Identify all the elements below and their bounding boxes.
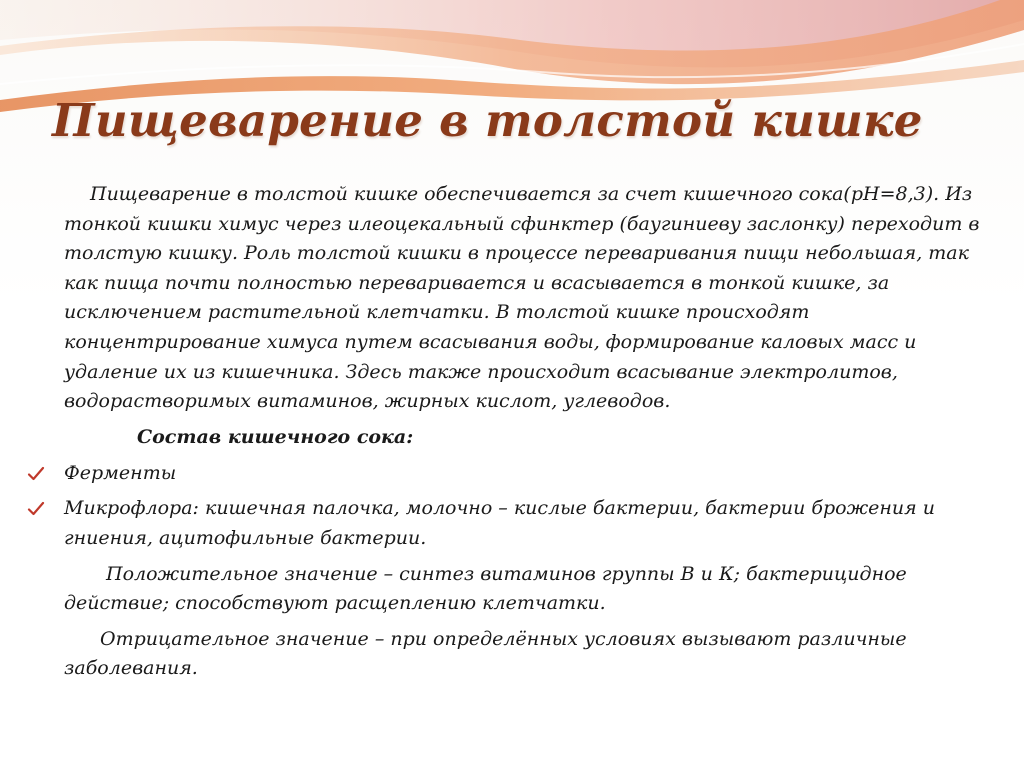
negative-paragraph: Отрицательное значение – при определённых условиях вызывают различные заболевания. <box>64 627 907 680</box>
slide-content <box>0 180 1024 684</box>
list-item <box>0 459 1024 489</box>
checkmark-icon <box>27 465 45 483</box>
slide-title: Пищеварение в толстой кишке <box>52 94 923 147</box>
composition-heading: Состав кишечного сока: <box>137 425 414 448</box>
checkmark-icon <box>27 500 45 518</box>
list-item-text: Ферменты <box>64 461 177 484</box>
list-item-text: Микрофлора: кишечная палочка, молочно – кислые бактерии, бактерии брожения и гниения, ацитофильные бактерии. <box>64 497 936 549</box>
intro-paragraph: Пищеварение в толстой кишке обеспечивается за счет кишечного сока(pH=8,3). Из тонкой кишки химус через илеоцекальный сфинктер (баугиниеву заслонку) переходит в толстую кишку. Роль толстой кишки в процессе переваривания пищи небольшая, так как пища почти полностью переваривается и всасывается в тонкой кишке, за исключением растительной клетчатки. В толстой кишке происходят концентрирование химуса путем всасывания воды, формирование каловых масс и удаление их из кишечника. Здесь также происходит всасывание электролитов, водорастворимых витаминов, жирных кислот, углеводов. <box>64 183 980 413</box>
positive-paragraph: Положительное значение – синтез витаминов группы В и К; бактерицидное действие; способствуют расщеплению клетчатки. <box>64 562 907 615</box>
list-item <box>0 494 1024 553</box>
